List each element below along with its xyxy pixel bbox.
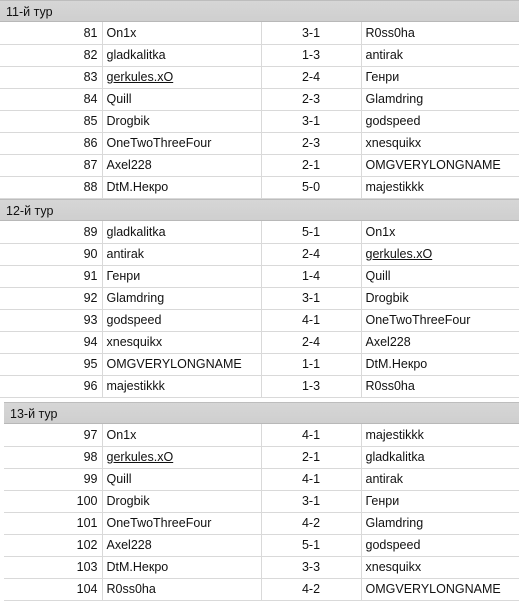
player-two: On1x	[365, 224, 396, 239]
player-two-cell	[361, 154, 519, 176]
player-two: Генри	[365, 70, 400, 84]
round-11	[0, 0, 519, 199]
table-row	[0, 132, 519, 154]
player-two: majestikkk	[365, 427, 424, 442]
player-two-cell	[361, 309, 519, 331]
player-two: xnesquikx	[365, 136, 422, 150]
table-row	[4, 468, 519, 490]
player-two: OMGVERYLONGNAME	[365, 582, 501, 596]
match-number: 90	[83, 247, 98, 261]
match-number: 86	[83, 136, 98, 150]
match-score: 3-1	[301, 494, 321, 508]
match-score: 2-3	[301, 92, 321, 106]
match-number-cell	[0, 309, 102, 331]
match-score: 5-1	[301, 224, 321, 239]
match-number-cell	[0, 132, 102, 154]
player-one-cell	[102, 22, 261, 44]
player-one-cell	[102, 512, 261, 534]
match-score-cell	[261, 578, 361, 600]
match-number-cell	[0, 22, 102, 44]
match-number: 88	[83, 180, 98, 194]
match-score: 2-4	[301, 247, 321, 261]
player-one-link[interactable]: gerkules.xO	[106, 70, 174, 84]
match-score-cell	[261, 424, 361, 446]
table-row	[0, 287, 519, 309]
player-one: R0ss0ha	[106, 582, 156, 596]
match-number-cell	[4, 534, 102, 556]
player-two-cell	[361, 22, 519, 44]
player-two-cell	[361, 534, 519, 556]
match-number: 104	[76, 582, 98, 596]
match-score: 4-2	[301, 582, 321, 596]
player-one-cell	[102, 375, 261, 397]
player-one: gladkalitka	[106, 48, 166, 62]
player-two: Drogbik	[365, 291, 409, 305]
player-one-cell	[102, 534, 261, 556]
round-13	[4, 402, 519, 601]
player-two: OMGVERYLONGNAME	[365, 158, 501, 172]
player-one: Drogbik	[106, 494, 150, 508]
match-score: 3-1	[301, 114, 321, 128]
player-two-cell	[361, 287, 519, 309]
match-number-cell	[0, 66, 102, 88]
player-one: Drogbik	[106, 114, 150, 128]
player-one-cell	[102, 243, 261, 265]
match-number: 98	[83, 450, 98, 464]
player-two-cell	[361, 176, 519, 198]
table-row	[0, 221, 519, 243]
match-number: 82	[83, 48, 98, 62]
player-one: Quill	[106, 472, 132, 486]
player-two-cell	[361, 110, 519, 132]
match-number: 93	[83, 313, 98, 327]
player-two-cell	[361, 556, 519, 578]
player-two: antirak	[365, 472, 404, 486]
player-one: godspeed	[106, 313, 162, 327]
player-one: On1x	[106, 25, 137, 40]
match-score-cell	[261, 176, 361, 198]
player-two-cell	[361, 512, 519, 534]
match-rows	[0, 221, 519, 397]
match-score-cell	[261, 512, 361, 534]
match-number-cell	[0, 375, 102, 397]
player-one: DtM.Некро	[106, 180, 169, 194]
player-two-cell	[361, 424, 519, 446]
player-two: Glamdring	[365, 92, 424, 106]
player-one-cell[interactable]	[102, 66, 261, 88]
match-number: 92	[83, 291, 98, 305]
player-one: xnesquikx	[106, 335, 163, 349]
player-one: antirak	[106, 247, 145, 261]
player-one: OneTwoThreeFour	[106, 136, 212, 150]
match-score: 1-3	[301, 48, 321, 62]
match-table	[4, 424, 519, 601]
match-number-cell	[0, 331, 102, 353]
player-two-cell	[361, 578, 519, 600]
player-two: OneTwoThreeFour	[365, 313, 471, 327]
player-one-cell	[102, 468, 261, 490]
match-table	[0, 22, 519, 199]
match-number-cell	[4, 556, 102, 578]
match-number: 89	[83, 224, 98, 239]
table-row	[0, 154, 519, 176]
player-one-cell	[102, 44, 261, 66]
round-header: 12-й тур	[0, 199, 519, 221]
player-two-cell[interactable]	[361, 243, 519, 265]
player-two: Axel228	[365, 335, 411, 349]
match-score-cell	[261, 287, 361, 309]
player-one: gladkalitka	[106, 224, 166, 239]
table-row	[0, 176, 519, 198]
player-one: Glamdring	[106, 291, 165, 305]
table-row	[0, 353, 519, 375]
player-one-cell	[102, 221, 261, 243]
table-row	[4, 424, 519, 446]
match-number: 101	[76, 516, 98, 530]
table-row	[4, 490, 519, 512]
match-score: 4-1	[301, 427, 321, 442]
player-one: OneTwoThreeFour	[106, 516, 212, 530]
player-one-link[interactable]: gerkules.xO	[106, 450, 174, 464]
match-number: 91	[83, 269, 98, 283]
player-two-cell	[361, 446, 519, 468]
player-one-cell	[102, 88, 261, 110]
table-row	[0, 331, 519, 353]
player-two-cell	[361, 66, 519, 88]
player-two-cell	[361, 132, 519, 154]
table-row	[0, 88, 519, 110]
match-score-cell	[261, 556, 361, 578]
match-score: 3-1	[301, 25, 321, 40]
match-number-cell	[0, 353, 102, 375]
match-number-cell	[4, 446, 102, 468]
table-row	[4, 578, 519, 600]
table-row	[0, 66, 519, 88]
match-number: 83	[83, 70, 98, 84]
player-two-cell	[361, 353, 519, 375]
match-number: 97	[83, 427, 98, 442]
match-score-cell	[261, 110, 361, 132]
player-two: R0ss0ha	[365, 379, 415, 393]
match-number: 96	[83, 379, 98, 393]
player-two-cell	[361, 265, 519, 287]
match-number-cell	[0, 287, 102, 309]
player-two: Glamdring	[365, 516, 424, 530]
player-one-cell	[102, 490, 261, 512]
match-score: 5-1	[301, 538, 321, 552]
player-one-cell	[102, 331, 261, 353]
match-score-cell	[261, 309, 361, 331]
match-score: 1-1	[301, 357, 321, 371]
round-header: 11-й тур	[0, 0, 519, 22]
table-row	[4, 556, 519, 578]
match-number-cell	[0, 154, 102, 176]
match-score-cell	[261, 66, 361, 88]
match-score: 2-4	[301, 70, 321, 84]
player-one-cell[interactable]	[102, 446, 261, 468]
player-one: Генри	[106, 269, 141, 283]
player-one-cell	[102, 132, 261, 154]
match-number: 81	[83, 25, 98, 40]
player-one-cell	[102, 578, 261, 600]
round-header: 13-й тур	[4, 402, 519, 424]
match-score-cell	[261, 265, 361, 287]
table-row	[0, 309, 519, 331]
match-number-cell	[0, 243, 102, 265]
player-one: DtM.Некро	[106, 560, 169, 574]
match-score-cell	[261, 22, 361, 44]
player-one-cell	[102, 154, 261, 176]
match-score-cell	[261, 353, 361, 375]
player-one: Quill	[106, 92, 132, 106]
match-number-cell	[0, 176, 102, 198]
player-one-cell	[102, 287, 261, 309]
match-score: 2-4	[301, 335, 321, 349]
match-score: 3-3	[301, 560, 321, 574]
match-score: 1-3	[301, 379, 321, 393]
match-score-cell	[261, 534, 361, 556]
table-row	[4, 534, 519, 556]
match-score-cell	[261, 331, 361, 353]
match-number-cell	[0, 44, 102, 66]
match-number: 87	[83, 158, 98, 172]
table-row	[0, 243, 519, 265]
match-score: 1-4	[301, 269, 321, 283]
match-score: 2-1	[301, 158, 321, 172]
match-score-cell	[261, 490, 361, 512]
player-one-cell	[102, 265, 261, 287]
match-rows	[0, 22, 519, 198]
match-score-cell	[261, 375, 361, 397]
match-score-cell	[261, 44, 361, 66]
match-number-cell	[4, 490, 102, 512]
player-two: godspeed	[365, 538, 421, 552]
table-row	[0, 265, 519, 287]
player-one: On1x	[106, 427, 137, 442]
player-one-cell	[102, 424, 261, 446]
match-number: 103	[76, 560, 98, 574]
match-rows	[4, 424, 519, 600]
match-number-cell	[0, 110, 102, 132]
player-two-cell	[361, 331, 519, 353]
match-number-cell	[4, 578, 102, 600]
table-row	[0, 375, 519, 397]
player-two: godspeed	[365, 114, 421, 128]
player-two-cell	[361, 88, 519, 110]
player-one: Axel228	[106, 158, 152, 172]
match-score: 2-1	[301, 450, 321, 464]
match-number: 99	[83, 472, 98, 486]
match-score-cell	[261, 243, 361, 265]
player-two: DtM.Некро	[365, 357, 428, 371]
match-score: 4-2	[301, 516, 321, 530]
player-two: R0ss0ha	[365, 25, 415, 40]
match-number: 95	[83, 357, 98, 371]
player-two-cell	[361, 490, 519, 512]
match-score-cell	[261, 154, 361, 176]
match-number: 85	[83, 114, 98, 128]
player-two-cell	[361, 221, 519, 243]
match-score: 5-0	[301, 180, 321, 194]
match-score: 4-1	[301, 472, 321, 486]
match-score-cell	[261, 132, 361, 154]
player-one-cell	[102, 309, 261, 331]
player-one: OMGVERYLONGNAME	[106, 357, 242, 371]
match-score-cell	[261, 88, 361, 110]
match-number: 102	[76, 538, 98, 552]
player-two-cell	[361, 468, 519, 490]
match-number: 100	[76, 494, 98, 508]
player-two: majestikkk	[365, 180, 424, 194]
match-table	[0, 221, 519, 398]
player-two: xnesquikx	[365, 560, 422, 574]
player-one-cell	[102, 556, 261, 578]
table-row	[0, 110, 519, 132]
player-one-cell	[102, 110, 261, 132]
match-score-cell	[261, 468, 361, 490]
player-two: gladkalitka	[365, 450, 425, 464]
table-row	[4, 446, 519, 468]
player-two: antirak	[365, 48, 404, 62]
table-row	[0, 44, 519, 66]
match-score: 3-1	[301, 291, 321, 305]
player-one-cell	[102, 353, 261, 375]
match-number-cell	[0, 88, 102, 110]
table-row	[0, 22, 519, 44]
match-number: 94	[83, 335, 98, 349]
player-two: Quill	[365, 269, 391, 283]
match-score: 4-1	[301, 313, 321, 327]
player-one: Axel228	[106, 538, 152, 552]
player-two-cell	[361, 44, 519, 66]
match-score: 2-3	[301, 136, 321, 150]
match-number-cell	[4, 424, 102, 446]
player-two: Генри	[365, 494, 400, 508]
match-number-cell	[4, 512, 102, 534]
player-one-cell	[102, 176, 261, 198]
match-number-cell	[0, 265, 102, 287]
match-number-cell	[0, 221, 102, 243]
match-number-cell	[4, 468, 102, 490]
player-two-link[interactable]: gerkules.xO	[365, 247, 433, 261]
match-score-cell	[261, 221, 361, 243]
round-12	[0, 199, 519, 398]
player-two-cell	[361, 375, 519, 397]
player-one: majestikkk	[106, 379, 165, 393]
table-row	[4, 512, 519, 534]
match-score-cell	[261, 446, 361, 468]
match-number: 84	[83, 92, 98, 106]
